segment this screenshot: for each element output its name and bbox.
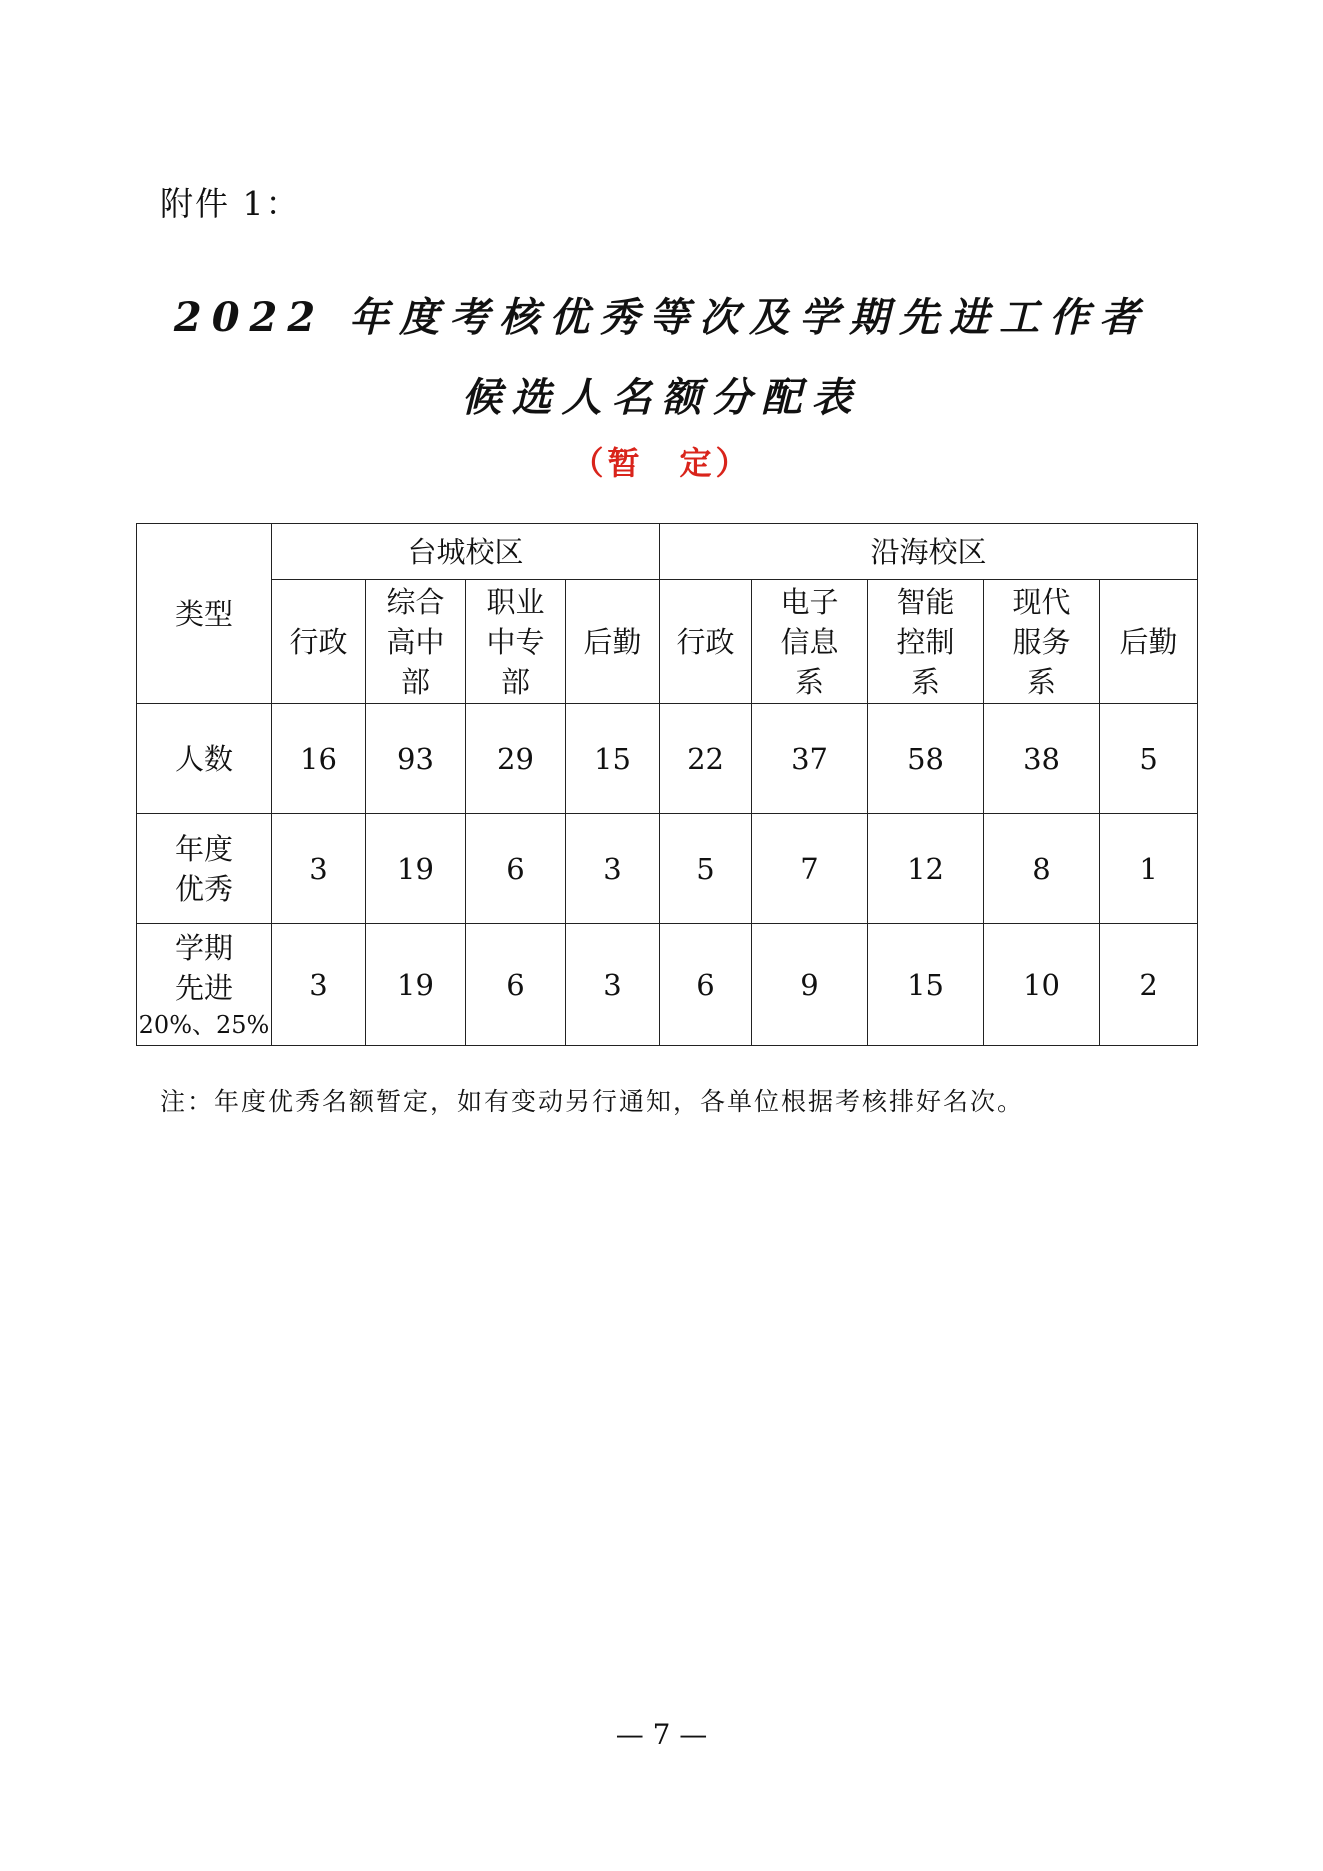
table-cell: 19 [366,814,466,924]
column-header [566,580,660,704]
page-number: — 7 — [615,1718,708,1751]
column-header-line: 部 [400,664,430,699]
row-label-line: 优秀 [174,871,233,906]
table-cell: 3 [566,814,660,924]
column-header-line: 信息 [780,624,839,659]
column-header [868,580,984,704]
column-header-line: 电子 [780,584,839,619]
table-row [137,814,1198,924]
table-cell: 16 [272,704,366,814]
column-header [272,580,366,704]
row-label [137,924,272,1046]
attachment-label: 附件 1： [160,184,301,223]
column-header-line: 系 [1027,664,1057,699]
table-row [137,924,1198,1046]
table-body [137,704,1198,1046]
table-cell: 12 [868,814,984,924]
table-cell: 7 [752,814,868,924]
footnote: 注：年度优秀名额暂定，如有变动另行通知，各单位根据考核排好名次。 [160,1087,1025,1116]
table-cell: 6 [466,814,566,924]
corner-cell: 类型 [137,524,272,704]
campus-header-taicheng: 台城校区 [272,524,660,580]
row-label-line: 学期 [174,930,233,965]
column-header-line: 行政 [289,624,348,659]
table-cell: 93 [366,704,466,814]
column-header-line: 后勤 [583,624,642,659]
column-header-line: 系 [795,664,825,699]
column-header [660,580,752,704]
status-label: （暂 定） [571,444,752,482]
table-cell: 15 [566,704,660,814]
row-label [137,814,272,924]
table-cell: 6 [466,924,566,1046]
column-header-line: 后勤 [1119,624,1178,659]
column-header [1100,580,1198,704]
allocation-table [136,523,1198,1046]
column-header-line: 中专 [486,624,545,659]
table-cell: 3 [272,814,366,924]
table-cell: 15 [868,924,984,1046]
row-label [137,704,272,814]
row-label-line: 年度 [174,831,233,866]
table-cell: 3 [272,924,366,1046]
table-cell: 22 [660,704,752,814]
title-line-1: 2022 年度考核优秀等次及学期先进工作者 [173,294,1150,341]
column-header-line: 综合 [386,584,445,619]
column-header-line: 智能 [896,584,955,619]
row-label-line: 人数 [174,741,233,776]
column-header [466,580,566,704]
column-header [366,580,466,704]
column-header-line: 现代 [1012,584,1071,619]
column-header-line: 系 [911,664,941,699]
campus-header-row [137,524,1198,580]
column-header-line: 行政 [676,624,735,659]
table-cell: 5 [660,814,752,924]
column-header-line: 服务 [1012,624,1071,659]
table-cell: 29 [466,704,566,814]
campus-header-yanhai: 沿海校区 [660,524,1198,580]
table-cell: 38 [984,704,1100,814]
table-cell: 3 [566,924,660,1046]
table-cell: 8 [984,814,1100,924]
table-cell: 5 [1100,704,1198,814]
column-header [984,580,1100,704]
title-line-2: 候选人名额分配表 [461,374,862,421]
table-cell: 19 [366,924,466,1046]
column-header-row [137,580,1198,704]
table-cell: 1 [1100,814,1198,924]
row-label-line: 20%、25% [138,1010,270,1039]
table-cell: 9 [752,924,868,1046]
column-header [752,580,868,704]
table-cell: 2 [1100,924,1198,1046]
table-cell: 58 [868,704,984,814]
column-header-line: 部 [500,664,530,699]
table-cell: 6 [660,924,752,1046]
row-label-line: 先进 [174,970,233,1005]
table-cell: 10 [984,924,1100,1046]
table-row [137,704,1198,814]
column-header-line: 控制 [896,624,955,659]
column-header-line: 高中 [386,624,445,659]
column-header-line: 职业 [486,584,545,619]
table-cell: 37 [752,704,868,814]
